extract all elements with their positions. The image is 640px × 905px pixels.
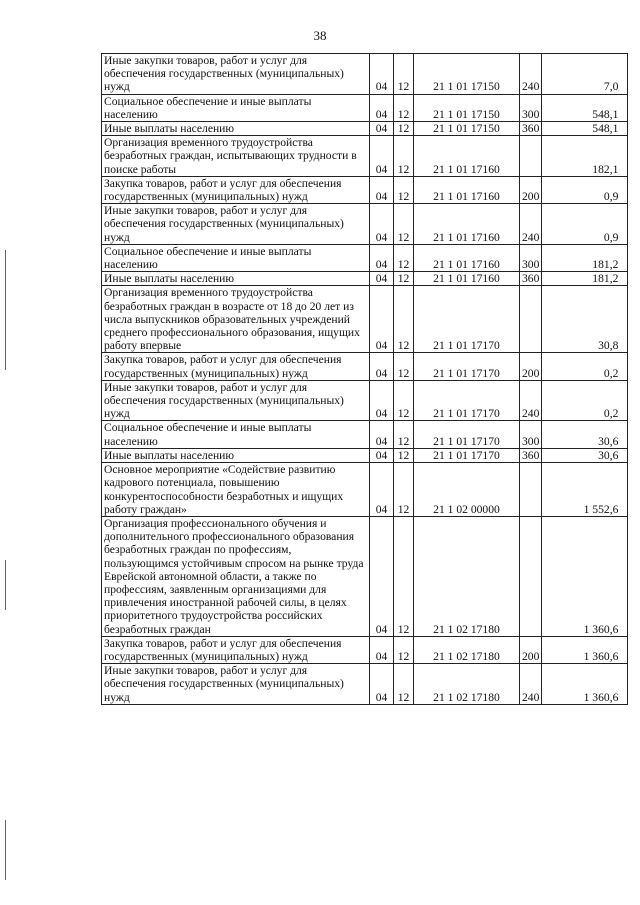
subsection-code: 12 — [394, 664, 414, 705]
subsection-code: 12 — [394, 636, 414, 663]
budget-table — [101, 53, 628, 705]
table-row — [102, 448, 628, 462]
target-article-code: 21 1 02 17180 — [414, 516, 520, 636]
amount: 0,2 — [542, 380, 628, 421]
target-article-code: 21 1 02 17180 — [414, 636, 520, 663]
section-code: 04 — [370, 272, 394, 286]
section-code: 04 — [370, 516, 394, 636]
amount: 30,6 — [542, 448, 628, 462]
target-article-code: 21 1 01 17160 — [414, 136, 520, 177]
table-row — [102, 272, 628, 286]
scan-edge-mark — [5, 820, 6, 880]
amount: 0,2 — [542, 353, 628, 380]
section-code: 04 — [370, 353, 394, 380]
amount: 30,6 — [542, 421, 628, 448]
target-article-code: 21 1 02 00000 — [414, 463, 520, 517]
target-article-code: 21 1 01 17160 — [414, 244, 520, 271]
amount: 0,9 — [542, 176, 628, 203]
table-row — [102, 204, 628, 245]
subsection-code: 12 — [394, 94, 414, 121]
section-code: 04 — [370, 136, 394, 177]
expense-type-code: 360 — [520, 448, 542, 462]
subsection-code: 12 — [394, 244, 414, 271]
scan-edge-mark — [5, 250, 6, 370]
target-article-code: 21 1 01 17150 — [414, 54, 520, 95]
subsection-code: 12 — [394, 448, 414, 462]
amount: 548,1 — [542, 94, 628, 121]
table-row — [102, 353, 628, 380]
expense-type-code — [520, 136, 542, 177]
section-code: 04 — [370, 421, 394, 448]
target-article-code: 21 1 01 17150 — [414, 122, 520, 136]
table-row — [102, 122, 628, 136]
item-name: Иные выплаты населению — [102, 448, 370, 462]
expense-type-code: 240 — [520, 380, 542, 421]
section-code: 04 — [370, 176, 394, 203]
table-row — [102, 244, 628, 271]
section-code: 04 — [370, 380, 394, 421]
item-name: Иные закупки товаров, работ и услуг для обеспечения государственных (муниципальных) нужд — [102, 380, 370, 421]
amount: 0,9 — [542, 204, 628, 245]
subsection-code: 12 — [394, 516, 414, 636]
expense-type-code — [520, 463, 542, 517]
table-row — [102, 176, 628, 203]
table-row — [102, 636, 628, 663]
target-article-code: 21 1 01 17160 — [414, 272, 520, 286]
subsection-code: 12 — [394, 176, 414, 203]
subsection-code: 12 — [394, 286, 414, 353]
subsection-code: 12 — [394, 380, 414, 421]
item-name: Социальное обеспечение и иные выплаты населению — [102, 94, 370, 121]
table-row — [102, 136, 628, 177]
subsection-code: 12 — [394, 54, 414, 95]
section-code: 04 — [370, 94, 394, 121]
subsection-code: 12 — [394, 136, 414, 177]
item-name: Иные выплаты населению — [102, 272, 370, 286]
table-row — [102, 286, 628, 353]
section-code: 04 — [370, 204, 394, 245]
expense-type-code: 360 — [520, 122, 542, 136]
table-row — [102, 463, 628, 517]
item-name: Организация профессионального обучения и дополнительного профессионального образования безработных граждан по профессиям, пользующимся устойчивым спросом на рынке труда Еврейской автономной области, а также по профессиям, заявленным организациями для привлечения иностранной рабочей силы, в целях приоритетного трудоустройства российских безработных граждан — [102, 516, 370, 636]
subsection-code: 12 — [394, 353, 414, 380]
section-code: 04 — [370, 286, 394, 353]
target-article-code: 21 1 01 17160 — [414, 204, 520, 245]
target-article-code: 21 1 01 17170 — [414, 353, 520, 380]
page-number: 38 — [313, 28, 327, 43]
item-name: Организация временного трудоустройства безработных граждан в возрасте от 18 до 20 лет из числа выпускников образовательных учреждений среднего профессионального образования, ищущих работу впервые — [102, 286, 370, 353]
target-article-code: 21 1 01 17150 — [414, 94, 520, 121]
expense-type-code: 300 — [520, 244, 542, 271]
expense-type-code: 200 — [520, 353, 542, 380]
amount: 548,1 — [542, 122, 628, 136]
item-name: Организация временного трудоустройства безработных граждан, испытывающих трудности в поиске работы — [102, 136, 370, 177]
amount: 1 360,6 — [542, 664, 628, 705]
expense-type-code: 200 — [520, 176, 542, 203]
expense-type-code — [520, 286, 542, 353]
subsection-code: 12 — [394, 122, 414, 136]
table-row — [102, 516, 628, 636]
target-article-code: 21 1 01 17170 — [414, 448, 520, 462]
amount: 30,8 — [542, 286, 628, 353]
item-name: Иные закупки товаров, работ и услуг для обеспечения государственных (муниципальных) нужд — [102, 54, 370, 95]
amount: 181,2 — [542, 244, 628, 271]
target-article-code: 21 1 01 17170 — [414, 380, 520, 421]
table-row — [102, 421, 628, 448]
target-article-code: 21 1 02 17180 — [414, 664, 520, 705]
item-name: Иные закупки товаров, работ и услуг для обеспечения государственных (муниципальных) нужд — [102, 664, 370, 705]
target-article-code: 21 1 01 17170 — [414, 286, 520, 353]
expense-type-code: 200 — [520, 636, 542, 663]
expense-type-code: 360 — [520, 272, 542, 286]
section-code: 04 — [370, 54, 394, 95]
item-name: Основное мероприятие «Содействие развитию кадрового потенциала, повышению конкурентоспособности безработных и ищущих работу граждан» — [102, 463, 370, 517]
item-name: Иные закупки товаров, работ и услуг для обеспечения государственных (муниципальных) нужд — [102, 204, 370, 245]
budget-table-body — [102, 54, 628, 705]
table-row — [102, 380, 628, 421]
subsection-code: 12 — [394, 421, 414, 448]
item-name: Иные выплаты населению — [102, 122, 370, 136]
subsection-code: 12 — [394, 272, 414, 286]
target-article-code: 21 1 01 17160 — [414, 176, 520, 203]
table-row — [102, 664, 628, 705]
section-code: 04 — [370, 448, 394, 462]
item-name: Закупка товаров, работ и услуг для обеспечения государственных (муниципальных) нужд — [102, 636, 370, 663]
section-code: 04 — [370, 122, 394, 136]
table-row — [102, 54, 628, 95]
amount: 7,0 — [542, 54, 628, 95]
subsection-code: 12 — [394, 463, 414, 517]
expense-type-code — [520, 516, 542, 636]
amount: 181,2 — [542, 272, 628, 286]
amount: 182,1 — [542, 136, 628, 177]
item-name: Закупка товаров, работ и услуг для обеспечения государственных (муниципальных) нужд — [102, 176, 370, 203]
expense-type-code: 300 — [520, 94, 542, 121]
section-code: 04 — [370, 463, 394, 517]
expense-type-code: 300 — [520, 421, 542, 448]
amount: 1 360,6 — [542, 516, 628, 636]
item-name: Социальное обеспечение и иные выплаты населению — [102, 244, 370, 271]
section-code: 04 — [370, 636, 394, 663]
expense-type-code: 240 — [520, 664, 542, 705]
section-code: 04 — [370, 244, 394, 271]
item-name: Закупка товаров, работ и услуг для обеспечения государственных (муниципальных) нужд — [102, 353, 370, 380]
item-name: Социальное обеспечение и иные выплаты населению — [102, 421, 370, 448]
section-code: 04 — [370, 664, 394, 705]
table-row — [102, 94, 628, 121]
subsection-code: 12 — [394, 204, 414, 245]
amount: 1 552,6 — [542, 463, 628, 517]
amount: 1 360,6 — [542, 636, 628, 663]
scan-edge-mark — [5, 560, 6, 610]
expense-type-code: 240 — [520, 54, 542, 95]
expense-type-code: 240 — [520, 204, 542, 245]
target-article-code: 21 1 01 17170 — [414, 421, 520, 448]
